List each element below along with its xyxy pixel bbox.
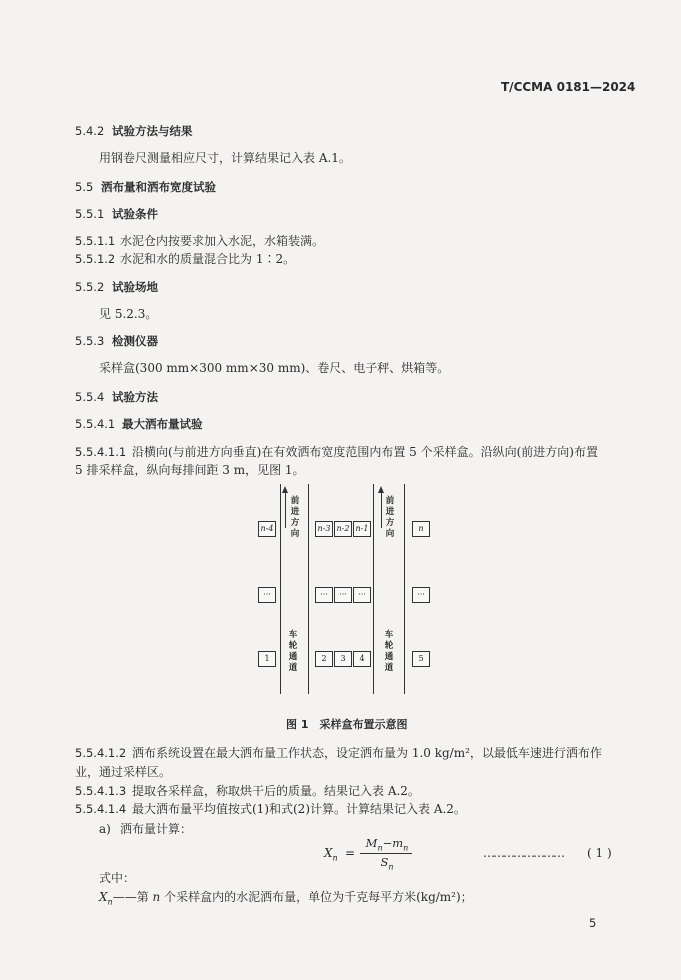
formula-numerator: $M_n-m_n$ xyxy=(365,836,409,853)
wheel-channel-line xyxy=(308,484,309,694)
sample-box: ··· xyxy=(315,587,333,603)
wheel-channel-line xyxy=(373,484,374,694)
figure-sample-box-layout xyxy=(252,484,442,696)
clause-number: 5.5.1.1 xyxy=(75,234,116,248)
clause-number: 5.5.4.1.4 xyxy=(75,802,127,816)
clause-text: 提取各采样盒，称取烘干后的质量。结果记入表 A.2。 xyxy=(132,784,420,798)
sample-box: ··· xyxy=(353,587,371,603)
section-title: 试验方法 xyxy=(112,390,158,404)
wheel-channel-line xyxy=(404,484,405,694)
definition-xn: $X_n——$第 n 个采样盒内的水泥洒布量，单位为千克每平方米(kg/m²)； xyxy=(99,890,473,907)
clause-number: 5.5.1.2 xyxy=(75,252,116,266)
section-number: 5.5.4 xyxy=(75,390,105,404)
sample-box: ··· xyxy=(334,587,352,603)
where-label: 式中： xyxy=(99,871,136,885)
sample-box: 2 xyxy=(315,651,333,667)
clause-text: 水泥仓内按要求加入水泥，水箱装满。 xyxy=(120,234,325,248)
fraction-bar xyxy=(360,853,412,854)
formula-denominator: $S_n$ xyxy=(380,855,394,872)
sample-box: 3 xyxy=(334,651,352,667)
direction-label: 前 进 方 向 xyxy=(385,496,395,539)
wheel-channel-label: 车 轮 通 道 xyxy=(384,630,394,673)
formula-number: ( 1 ) xyxy=(587,846,612,860)
sample-box: n-4 xyxy=(258,521,276,537)
paragraph: 采样盒(300 mm×300 mm×30 mm)、卷尺、电子秤、烘箱等。 xyxy=(99,361,450,375)
wheel-channel-label: 车 轮 通 道 xyxy=(288,630,298,673)
sample-box: n xyxy=(412,521,430,537)
section-number: 5.5 xyxy=(75,180,94,194)
section-title: 试验条件 xyxy=(112,207,158,221)
formula-equals: = xyxy=(345,846,356,860)
section-title: 洒布量和洒布宽度试验 xyxy=(101,180,216,194)
section-number: 5.5.3 xyxy=(75,334,105,348)
standard-number: T/CCMA 0181—2024 xyxy=(501,80,636,94)
section-title: 最大洒布量试验 xyxy=(122,417,203,431)
sample-box: n-3 xyxy=(315,521,333,537)
clause-number: 5.5.4.1.2 xyxy=(75,746,127,760)
clause-number: 5.5.4.1.1 xyxy=(75,445,127,459)
sample-box: ··· xyxy=(412,587,430,603)
sample-box: n-1 xyxy=(353,521,371,537)
list-text: 洒布量计算： xyxy=(120,822,193,836)
sample-box: n-2 xyxy=(334,521,352,537)
sample-box: 1 xyxy=(258,651,276,667)
clause-text: 水泥和水的质量混合比为 1∶2。 xyxy=(120,252,296,266)
paragraph: 用钢卷尺测量相应尺寸，计算结果记入表 A.1。 xyxy=(99,151,351,165)
sample-box: 5 xyxy=(412,651,430,667)
list-label: a) xyxy=(99,822,111,836)
clause-text: 5 排采样盒，纵向每排间距 3 m，见图 1。 xyxy=(75,463,305,477)
section-number: 5.5.4.1 xyxy=(75,417,116,431)
figure-caption: 图 1 采样盒布置示意图 xyxy=(286,718,408,731)
clause-text: 洒布系统设置在最大洒布量工作状态，设定洒布量为 1.0 kg/m²，以最低车速进行洒布作 xyxy=(132,746,602,760)
arrow-shaft xyxy=(381,492,382,528)
sample-box: ··· xyxy=(258,587,276,603)
section-title: 检测仪器 xyxy=(112,334,158,348)
clause-text: 最大洒布量平均值按式(1)和式(2)计算。计算结果记入表 A.2。 xyxy=(132,802,466,816)
direction-label: 前 进 方 向 xyxy=(290,496,300,539)
clause-text: 沿横向(与前进方向垂直)在有效洒布宽度范围内布置 5 个采样盒。沿纵向(前进方向)布置 xyxy=(132,445,598,459)
wheel-channel-line xyxy=(280,484,281,694)
formula-leader-dots: …………………… xyxy=(483,846,563,860)
section-number: 5.5.2 xyxy=(75,280,105,294)
formula-lhs: $X_n$ xyxy=(324,846,338,863)
clause-number: 5.5.4.1.3 xyxy=(75,784,127,798)
section-number: 5.5.1 xyxy=(75,207,105,221)
arrow-shaft xyxy=(285,492,286,528)
section-number: 5.4.2 xyxy=(75,124,105,138)
section-title: 试验场地 xyxy=(112,280,158,294)
page-number: 5 xyxy=(589,916,597,930)
section-title: 试验方法与结果 xyxy=(112,124,193,138)
sample-box: 4 xyxy=(353,651,371,667)
clause-text: 业，通过采样区。 xyxy=(75,765,172,779)
paragraph: 见 5.2.3。 xyxy=(99,307,158,321)
